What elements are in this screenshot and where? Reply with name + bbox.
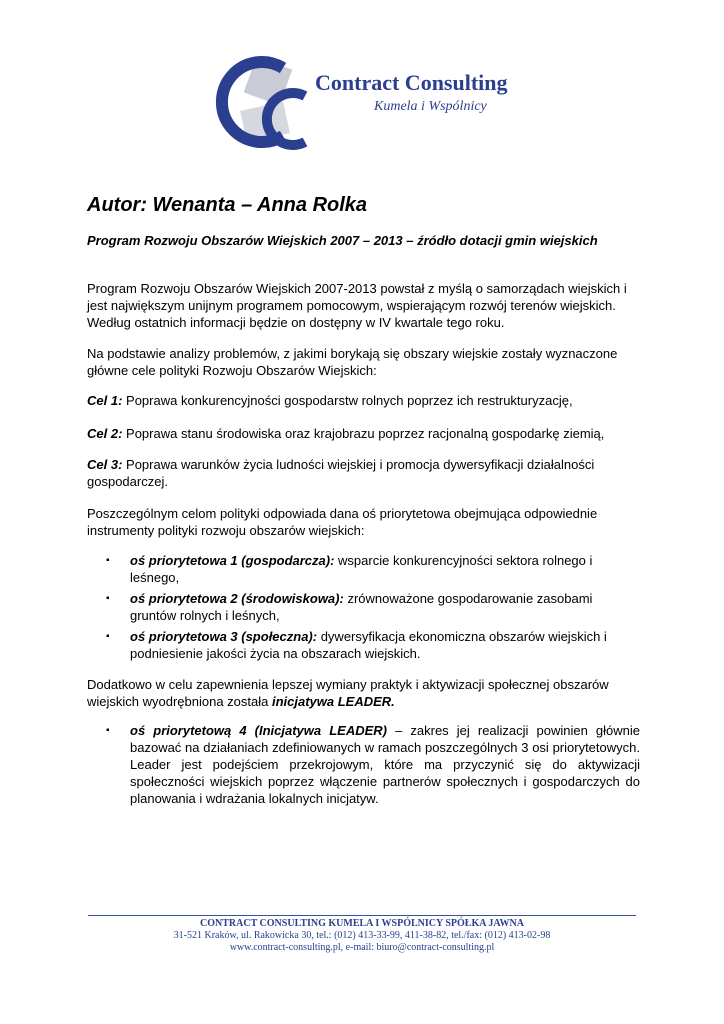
axis-1-label: oś priorytetowa 1 (gospodarcza): (130, 553, 335, 568)
leader-text: Dodatkowo w celu zapewnienia lepszej wymiany praktyk i aktywizacji społecznej obszarów wiejskich wyodrębniona została (87, 677, 609, 709)
axis-4-text: – zakres jej realizacji powinien głównie bazować na działaniach zdefiniowanych w ramach poszczególnych 3 osi priorytetowych. Leader jest podejściem przekrojowym, które ma przyczynić się do aktywizacji społeczności wiejskich poprzez włączenie partnerów społecznych i gospodarczych do planowania i wdrażania lokalnych inicjatyw. (130, 723, 640, 806)
goal-1 (87, 392, 639, 409)
goal-3-text: Poprawa warunków życia ludności wiejskiej i promocja dywersyfikacji działalności gospodarczej. (87, 457, 595, 489)
goal-2 (87, 425, 639, 442)
bullet-icon: ▪ (106, 725, 110, 736)
bullet-icon: ▪ (106, 631, 110, 642)
footer-divider (88, 915, 636, 916)
axis-1-text: wsparcie konkurencyjności sektora rolnego i leśnego, (130, 553, 593, 585)
paragraph-leader (87, 676, 639, 710)
logo-subtitle: Kumela i Wspólnicy (374, 99, 487, 114)
goal-3 (87, 456, 639, 490)
bullet-icon: ▪ (106, 593, 110, 604)
axis-4-label: oś priorytetową 4 (Inicjatywa LEADER) (130, 723, 387, 738)
axis-2-label: oś priorytetowa 2 (środowiskowa): (130, 591, 344, 606)
goal-2-text: Poprawa stanu środowiska oraz krajobrazu poprzez racjonalną gospodarkę ziemią, (122, 426, 605, 441)
paragraph-intro: Program Rozwoju Obszarów Wiejskich 2007-2013 powstał z myślą o samorządach wiejskich i jest największym unijnym programem pomocowym, wspierającym rozwój terenów wiejskich. Według ostatnich informacji będzie on dostępny w IV kwartale tego roku. (87, 281, 627, 330)
footer-address: 31-521 Kraków, ul. Rakowicka 30, tel.: (012) 413-33-99, 411-38-82, tel./fax: (012) 413-02-98 (173, 930, 551, 941)
paragraph-axes-intro: Poszczególnym celom polityki odpowiada dana oś priorytetowa obejmująca odpowiednie instrumenty polityki rozwoju obszarów wiejskich: (87, 506, 598, 538)
axis-3-text: dywersyfikacja ekonomiczna obszarów wiejskich i podniesienie jakości życia na obszarach wiejskich. (130, 629, 607, 661)
goal-1-label: Cel 1: (87, 393, 123, 408)
footer-company: CONTRACT CONSULTING KUMELA I WSPÓLNICY SPÓŁKA JAWNA (200, 918, 524, 929)
logo-name: Contract Consulting (315, 70, 508, 95)
footer-contact: www.contract-consulting.pl, e-mail: biuro@contract-consulting.pl (229, 942, 495, 953)
goal-1-text: Poprawa konkurencyjności gospodarstw rolnych poprzez ich restrukturyzację, (122, 393, 573, 408)
bullet-icon: ▪ (106, 555, 110, 566)
article-title: Program Rozwoju Obszarów Wiejskich 2007 – 2013 – źródło dotacji gmin wiejskich (87, 233, 598, 248)
goal-2-label: Cel 2: (87, 426, 123, 441)
paragraph-goals-intro: Na podstawie analizy problemów, z jakimi borykają się obszary wiejskie zostały wyznaczone główne cele polityki Rozwoju Obszarów Wiejskich: (87, 346, 618, 378)
axis-3-label: oś priorytetowa 3 (społeczna): (130, 629, 318, 644)
author-heading: Autor: Wenanta – Anna Rolka (87, 194, 368, 216)
cc-logo-mark (209, 44, 319, 160)
axis-2-text: zrównoważone gospodarowanie zasobami gruntów rolnych i leśnych, (130, 591, 593, 623)
goal-3-label: Cel 3: (87, 457, 123, 472)
company-logo (209, 44, 515, 160)
leader-initiative: inicjatywa LEADER. (271, 694, 395, 709)
